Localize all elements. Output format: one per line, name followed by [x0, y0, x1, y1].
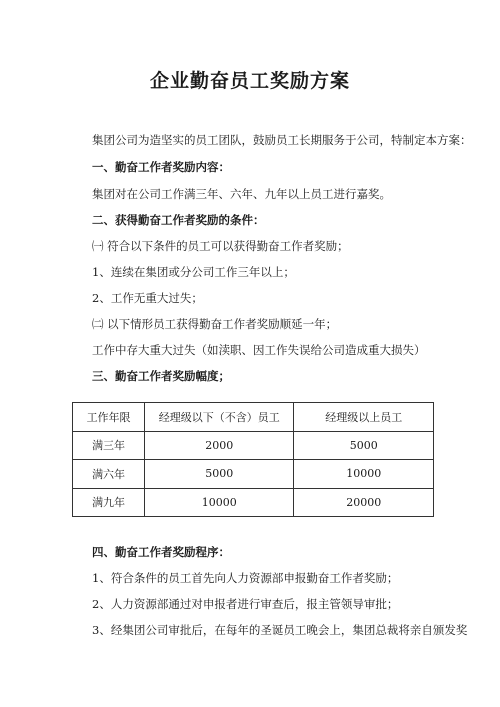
- table-header-cell: 经理级以下（不含）员工: [145, 403, 294, 432]
- document-title: 企业勤奋员工奖励方案: [149, 70, 350, 92]
- table-cell: 5000: [145, 460, 294, 489]
- section4-item-1: 1、符合条件的员工首先向人力资源部申报勤奋工作者奖励；: [92, 571, 399, 585]
- reward-table: [72, 402, 434, 517]
- section2-item-2: 1、连续在集团或分公司工作三年以上；: [92, 265, 295, 279]
- section1-heading: 一、勤奋工作者奖励内容：: [92, 160, 230, 174]
- section2-item-1: ㈠ 符合以下条件的员工可以获得勤奋工作者奖励；: [92, 239, 349, 253]
- table-cell: 满三年: [73, 431, 145, 460]
- section4-item-3: 3、经集团公司审批后，在每年的圣诞员工晚会上，集团总裁将亲自颁发奖: [92, 623, 468, 637]
- table-cell: 20000: [294, 488, 434, 517]
- section1-text: 集团对在公司工作满三年、六年、九年以上员工进行嘉奖。: [92, 187, 391, 201]
- section2-heading: 二、获得勤奋工作者奖励的条件：: [92, 213, 265, 227]
- section2-item-3: 2、工作无重大过失；: [92, 291, 203, 305]
- table-cell: 5000: [294, 431, 434, 460]
- table-cell: 2000: [145, 431, 294, 460]
- section2-item-5: 工作中存大重大过失（如渎职、因工作失误给公司造成重大损失）: [92, 343, 426, 357]
- table-cell: 10000: [294, 460, 434, 489]
- table-cell: 10000: [145, 488, 294, 517]
- table-header-cell: 工作年限: [73, 403, 145, 432]
- table-cell: 满六年: [73, 460, 145, 489]
- intro-paragraph: 集团公司为造坚实的员工团队，鼓励员工长期服务于公司，特制定本方案：: [92, 133, 472, 147]
- table-row: [73, 488, 434, 517]
- section3-heading: 三、勤奋工作者奖励幅度；: [92, 369, 230, 383]
- table-row: [73, 460, 434, 489]
- table-row: [73, 431, 434, 460]
- section2-item-4: ㈡ 以下情形员工获得勤奋工作者奖励顺延一年；: [92, 317, 338, 331]
- table-cell: 满九年: [73, 488, 145, 517]
- table-header-row: [73, 403, 434, 432]
- table-header-cell: 经理级以上员工: [294, 403, 434, 432]
- section4-item-2: 2、人力资源部通过对申报者进行审查后，报主管领导审批；: [92, 597, 399, 611]
- section4-heading: 四、勤奋工作者奖励程序：: [92, 545, 230, 559]
